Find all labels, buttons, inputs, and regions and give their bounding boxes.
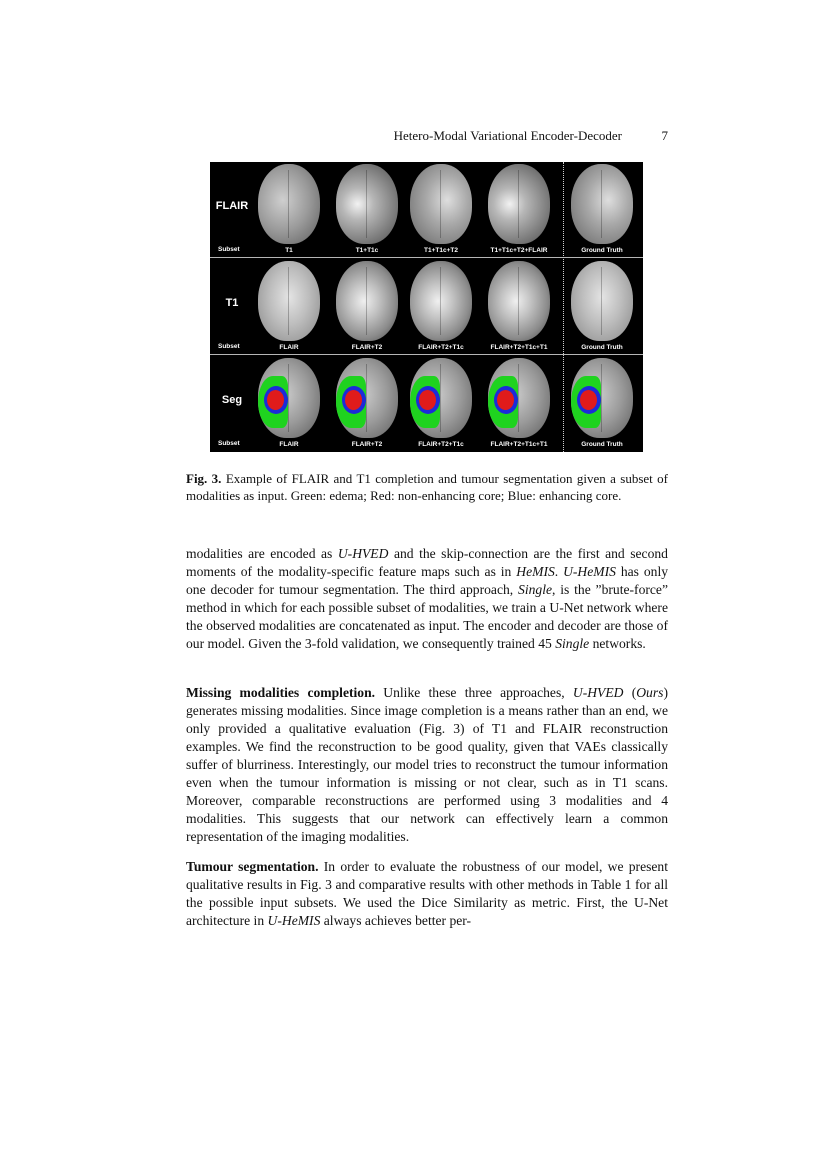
mri-slice xyxy=(332,261,402,351)
mri-slice xyxy=(254,261,324,351)
subset-label: Subset xyxy=(218,440,240,447)
text-run: modalities are encoded as xyxy=(186,546,338,561)
mri-slice xyxy=(406,261,476,351)
row-label: Seg xyxy=(221,394,243,406)
segmentation-slice xyxy=(484,358,554,448)
mri-slice xyxy=(484,164,554,254)
ground-truth-divider xyxy=(563,162,564,452)
paragraph-methods xyxy=(186,545,668,653)
text-run: Unlike these three approaches, xyxy=(375,685,573,700)
text-run-italic: Ours xyxy=(636,685,664,700)
text-run: , is the ”brute-force” method in which for each possible subset of modalities, we train a U-Net network where the observed modalities are concatenated as input. The encoder and decoder are those of our model. Given the 3-fold validation, we consequently trained 45 xyxy=(186,582,669,651)
column-label: FLAIR+T2 xyxy=(351,441,383,448)
column-label: FLAIR+T2+T1c+T1 xyxy=(490,441,548,448)
subset-label: Subset xyxy=(218,343,240,350)
paragraph-heading: Tumour segmentation. xyxy=(186,859,319,874)
paragraph-missing-modalities xyxy=(186,684,668,846)
text-run: networks. xyxy=(589,636,646,651)
running-header xyxy=(186,128,668,146)
mri-slice xyxy=(254,164,324,254)
caption-text: Example of FLAIR and T1 completion and tumour segmentation given a subset of modalities as input. Green: edema; Red: non-enhancing core; Blue: enhancing core. xyxy=(186,471,668,503)
column-label: Ground Truth xyxy=(581,344,623,351)
mri-slice xyxy=(567,261,637,351)
figure-3-image-grid xyxy=(210,162,643,452)
paragraph-tumour-segmentation xyxy=(186,858,668,930)
text-run: . xyxy=(554,564,564,579)
column-label: FLAIR+T2 xyxy=(351,344,383,351)
running-title: Hetero-Modal Variational Encoder-Decoder xyxy=(393,128,622,143)
column-label: T1 xyxy=(285,247,293,254)
figure-row-t1 xyxy=(210,259,643,355)
segmentation-slice xyxy=(254,358,324,448)
mri-slice xyxy=(406,164,476,254)
mri-slice xyxy=(484,261,554,351)
segmentation-slice xyxy=(332,358,402,448)
column-label: T1+T1c+T2+FLAIR xyxy=(490,247,548,254)
text-run: has only one decoder for tumour segmentation. The third approach, xyxy=(186,564,669,597)
column-label: T1+T1c xyxy=(355,247,379,254)
column-label: FLAIR+T2+T1c+T1 xyxy=(490,344,548,351)
text-run-italic: Single xyxy=(518,582,553,597)
figure-row-flair xyxy=(210,162,643,258)
page-number: 7 xyxy=(661,128,668,143)
text-run-italic: U-HeMIS xyxy=(563,564,616,579)
figure-row-seg xyxy=(210,356,643,452)
column-label: Ground Truth xyxy=(581,441,623,448)
text-run-italic: U-HVED xyxy=(337,546,389,561)
caption-label: Fig. 3. xyxy=(186,471,222,486)
mri-slice xyxy=(567,164,637,254)
column-label: FLAIR+T2+T1c xyxy=(418,344,464,351)
text-run: always achieves better per- xyxy=(320,913,472,928)
text-run: ( xyxy=(623,685,637,700)
text-run-italic: HeMIS xyxy=(516,564,555,579)
row-label: T1 xyxy=(225,297,239,309)
mri-slice xyxy=(332,164,402,254)
text-run: ) generates missing modalities. Since image completion is a means rather than an end, we only provided a qualitative evaluation (Fig. 3) of T1 and FLAIR reconstruction examples. We find the reconstruction to be good quality, given that VAEs classically suffer of blurriness. Interestingly, our model tries to reconstruct the tumour information even when the tumour information is missing or not clear, such as in T1 scans. Moreover, comparable reconstructions are performed using 3 modalities and 4 modalities. This suggests that our network can effectively learn a common representation of the imaging modalities. xyxy=(186,685,668,844)
column-label: Ground Truth xyxy=(581,247,623,254)
column-label: FLAIR xyxy=(279,441,299,448)
segmentation-slice xyxy=(406,358,476,448)
paragraph-heading: Missing modalities completion. xyxy=(186,685,376,700)
text-run: In order to evaluate the robustness of our model, we present qualitative results in Fig. 3 and comparative results with other methods in Table 1 for all the possible input subsets. We used the Dice Similarity as metric. First, the U-Net architecture in xyxy=(186,859,668,928)
text-run: and the skip-connection are the first and second moments of the modality-specific feature maps such as in xyxy=(186,546,668,579)
text-run-italic: Single xyxy=(555,636,590,651)
segmentation-slice xyxy=(567,358,637,448)
subset-label: Subset xyxy=(218,246,240,253)
column-label: FLAIR xyxy=(279,344,299,351)
figure-caption xyxy=(186,470,668,504)
row-label: FLAIR xyxy=(215,200,249,212)
column-label: T1+T1c+T2 xyxy=(424,247,458,254)
text-run-italic: U-HeMIS xyxy=(267,913,321,928)
text-run-italic: U-HVED xyxy=(572,685,624,700)
column-label: FLAIR+T2+T1c xyxy=(418,441,464,448)
